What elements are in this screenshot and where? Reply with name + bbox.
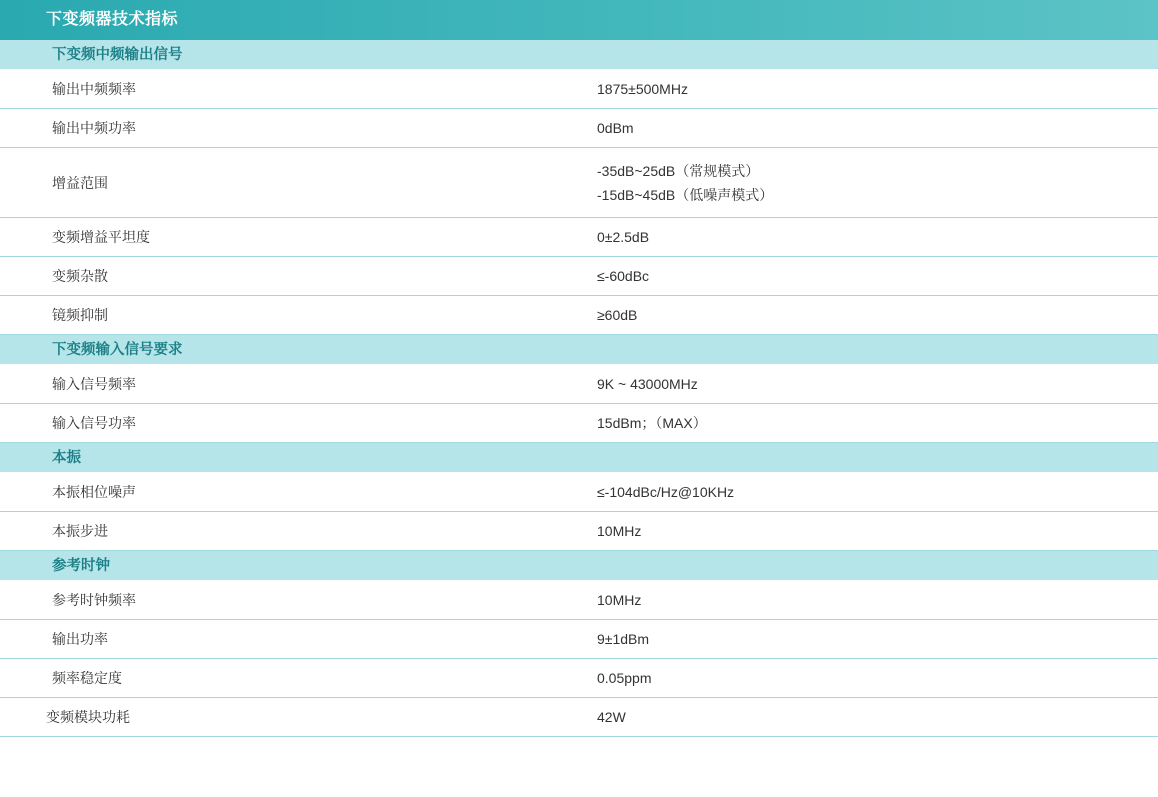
row-label: 变频杂散 <box>52 268 108 284</box>
value-line: 1875±500MHz <box>597 81 688 97</box>
value-line: -15dB~45dB（低噪声模式） <box>597 186 774 203</box>
section-header-label: 本振 <box>52 449 81 466</box>
value-line: -35dB~25dB（常规模式） <box>597 162 760 179</box>
value-line: ≤-104dBc/Hz@10KHz <box>597 484 735 500</box>
section-header <box>0 335 1158 365</box>
row-value <box>595 296 1158 334</box>
row-label: 变频模块功耗 <box>46 709 130 725</box>
table-row <box>0 109 1158 148</box>
row-label: 参考时钟频率 <box>52 592 136 608</box>
row-label: 本振相位噪声 <box>52 484 136 500</box>
row-label: 频率稳定度 <box>52 670 122 686</box>
row-label: 变频增益平坦度 <box>52 229 150 245</box>
row-label: 输出功率 <box>52 631 108 647</box>
row-value <box>595 512 1158 550</box>
section-header-label: 参考时钟 <box>52 557 110 574</box>
table-row <box>0 404 1158 443</box>
row-value <box>595 659 1158 697</box>
row-value <box>595 698 1158 736</box>
row-label: 输出中频功率 <box>52 120 136 136</box>
value-line: 0dBm <box>597 120 634 136</box>
table-row <box>0 148 1158 218</box>
table-row <box>0 620 1158 659</box>
value-line: 15dBm；（MAX） <box>597 415 707 431</box>
section-header <box>0 443 1158 473</box>
row-value <box>595 148 1158 217</box>
row-value <box>595 404 1158 442</box>
value-line: 10MHz <box>597 523 642 539</box>
table-row <box>0 296 1158 335</box>
row-label: 镜频抑制 <box>52 307 108 323</box>
table-title-bar <box>0 0 1158 40</box>
row-label: 输入信号功率 <box>52 415 136 431</box>
value-line: ≥60dB <box>597 307 638 323</box>
row-label: 输出中频频率 <box>52 81 136 97</box>
table-row <box>0 218 1158 257</box>
row-value <box>595 257 1158 295</box>
row-value <box>595 620 1158 658</box>
table-row <box>0 698 1158 737</box>
section-header-label: 下变频中频输出信号 <box>52 46 183 63</box>
row-value <box>595 218 1158 256</box>
value-line: 0±2.5dB <box>597 229 650 245</box>
row-value <box>595 109 1158 147</box>
page-title: 下变频器技术指标 <box>46 11 179 28</box>
value-line: ≤-60dBc <box>597 268 650 284</box>
table-row <box>0 70 1158 109</box>
value-line: 9±1dBm <box>597 631 650 647</box>
row-label: 输入信号频率 <box>52 376 136 392</box>
table-row <box>0 257 1158 296</box>
row-label: 增益范围 <box>52 174 108 191</box>
value-line: 10MHz <box>597 592 642 608</box>
value-line: 9K ~ 43000MHz <box>597 376 698 392</box>
table-row <box>0 512 1158 551</box>
section-header <box>0 40 1158 70</box>
table-row <box>0 365 1158 404</box>
row-value <box>595 365 1158 403</box>
table-row <box>0 581 1158 620</box>
table-row <box>0 659 1158 698</box>
row-value <box>595 473 1158 511</box>
row-label: 本振步进 <box>52 523 108 539</box>
value-line: 42W <box>597 709 626 725</box>
section-header-label: 下变频输入信号要求 <box>52 341 183 358</box>
row-value <box>595 581 1158 619</box>
row-value <box>595 70 1158 108</box>
section-header <box>0 551 1158 581</box>
table-row <box>0 473 1158 512</box>
value-line: 0.05ppm <box>597 670 652 686</box>
